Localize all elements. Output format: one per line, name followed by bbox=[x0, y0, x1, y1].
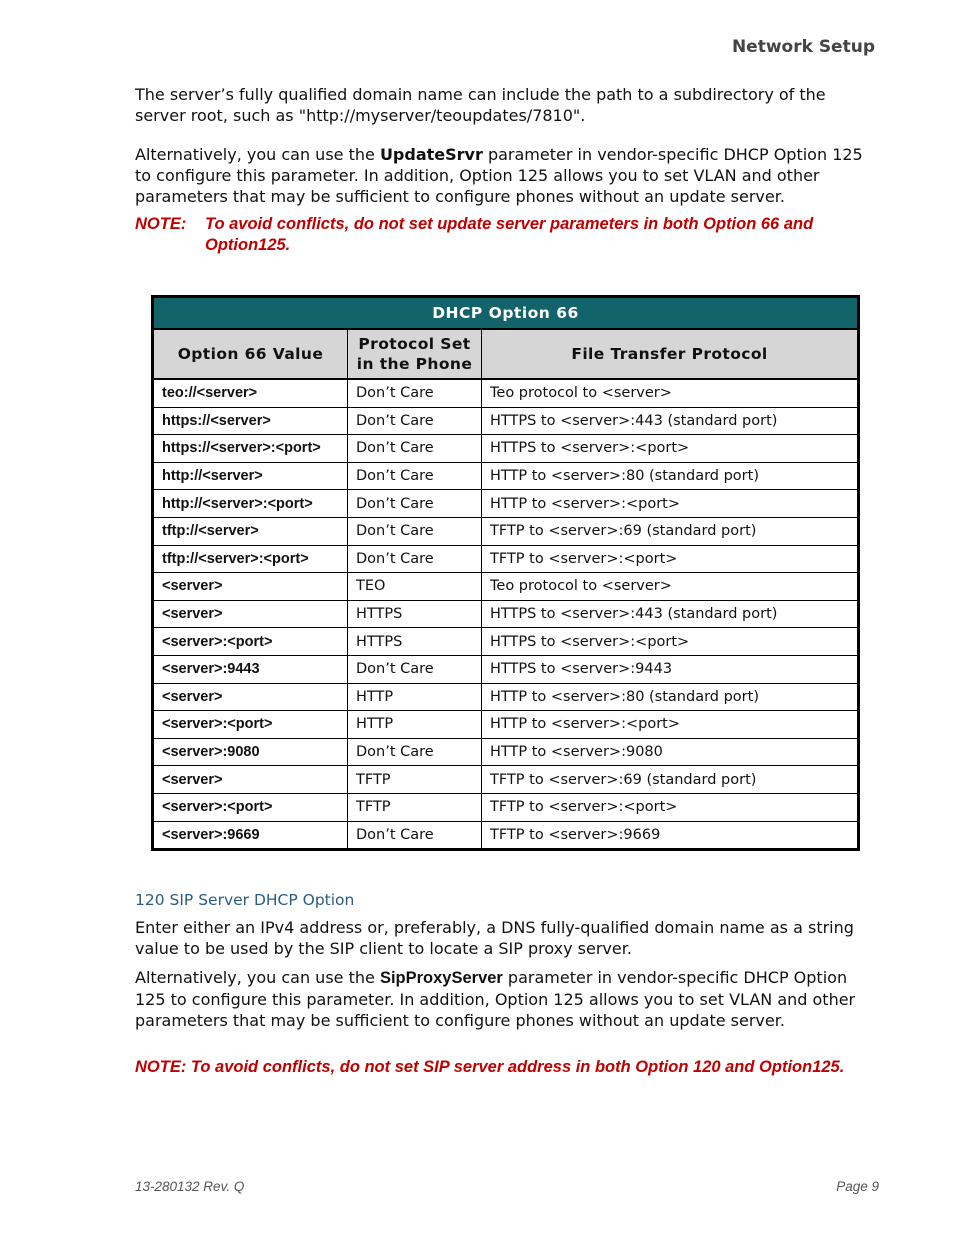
table-row bbox=[153, 600, 859, 628]
intro-paragraph-1: The server’s fully qualified domain name can include the path to a subdirectory of the server root, such as "http://myserver/teoupdates/7810". bbox=[135, 85, 826, 125]
protocol-set-cell: Don’t Care bbox=[348, 655, 482, 683]
table-row bbox=[153, 462, 859, 490]
protocol-set-cell: HTTPS bbox=[348, 600, 482, 628]
option-value-cell: teo://<server> bbox=[153, 379, 348, 407]
protocol-set-cell: Don’t Care bbox=[348, 738, 482, 766]
text: parameter in vendor-specific DHCP Option 125 to configure this parameter. In addition, Option 125 allows you to set VLAN and other parameters that may be sufficient to configure phones without an update server. bbox=[135, 145, 863, 206]
protocol-set-cell: HTTP bbox=[348, 711, 482, 739]
column-header: File Transfer Protocol bbox=[482, 329, 859, 379]
option-value-cell: tftp://<server> bbox=[153, 517, 348, 545]
column-header: Option 66 Value bbox=[153, 329, 348, 379]
table-row bbox=[153, 628, 859, 656]
note-label: NOTE: bbox=[135, 215, 187, 233]
param-name: UpdateSrvr bbox=[379, 145, 483, 164]
option-value-cell: <server>:<port> bbox=[153, 711, 348, 739]
table-row bbox=[153, 490, 859, 518]
option-value-cell: <server>:9080 bbox=[153, 738, 348, 766]
table-row bbox=[153, 711, 859, 739]
file-transfer-cell: TFTP to <server>:69 (standard port) bbox=[482, 766, 859, 794]
protocol-set-cell: Don’t Care bbox=[348, 490, 482, 518]
option-value-cell: https://<server> bbox=[153, 407, 348, 435]
protocol-set-cell: HTTPS bbox=[348, 628, 482, 656]
table-row bbox=[153, 435, 859, 463]
file-transfer-cell: TFTP to <server>:<port> bbox=[482, 793, 859, 821]
text: Alternatively, you can use the bbox=[135, 145, 380, 164]
table-row bbox=[153, 573, 859, 601]
param-name: SipProxyServer bbox=[379, 969, 503, 987]
sip-paragraph-2 bbox=[135, 967, 875, 1031]
dhcp-option-66-table bbox=[151, 295, 860, 851]
file-transfer-cell: HTTP to <server>:<port> bbox=[482, 711, 859, 739]
sip-paragraph-1 bbox=[135, 917, 875, 959]
table-row bbox=[153, 407, 859, 435]
text: Alternatively, you can use the bbox=[135, 968, 380, 987]
table-row bbox=[153, 821, 859, 850]
option-value-cell: tftp://<server>:<port> bbox=[153, 545, 348, 573]
file-transfer-cell: HTTPS to <server>:<port> bbox=[482, 628, 859, 656]
file-transfer-cell: HTTP to <server>:<port> bbox=[482, 490, 859, 518]
column-header: Protocol Set in the Phone bbox=[348, 329, 482, 379]
file-transfer-cell: HTTP to <server>:80 (standard port) bbox=[482, 462, 859, 490]
text: Enter either an IPv4 address or, bbox=[135, 918, 394, 937]
emphasis: preferably bbox=[393, 918, 477, 937]
section-heading: 120 SIP Server DHCP Option bbox=[135, 891, 355, 909]
table-row bbox=[153, 545, 859, 573]
option-value-cell: <server> bbox=[153, 766, 348, 794]
option-value-cell: <server> bbox=[153, 683, 348, 711]
protocol-set-cell: TFTP bbox=[348, 766, 482, 794]
table-row bbox=[153, 766, 859, 794]
section-title: Network Setup bbox=[731, 37, 875, 57]
protocol-set-cell: TEO bbox=[348, 573, 482, 601]
protocol-set-cell: HTTP bbox=[348, 683, 482, 711]
protocol-set-cell: Don’t Care bbox=[348, 407, 482, 435]
table-row bbox=[153, 683, 859, 711]
page-number: Page 9 bbox=[836, 1179, 879, 1194]
file-transfer-cell: HTTPS to <server>:443 (standard port) bbox=[482, 407, 859, 435]
file-transfer-cell: TFTP to <server>:<port> bbox=[482, 545, 859, 573]
protocol-set-cell: Don’t Care bbox=[348, 517, 482, 545]
document-number: 13-280132 Rev. Q bbox=[135, 1179, 245, 1194]
text: , a DNS fully-qualified domain name as a string value to be used by the SIP client to locate a SIP proxy server. bbox=[135, 918, 854, 958]
file-transfer-cell: HTTPS to <server>:443 (standard port) bbox=[482, 600, 859, 628]
protocol-set-cell: Don’t Care bbox=[348, 435, 482, 463]
option-value-cell: http://<server> bbox=[153, 462, 348, 490]
file-transfer-cell: HTTP to <server>:9080 bbox=[482, 738, 859, 766]
file-transfer-cell: Teo protocol to <server> bbox=[482, 379, 859, 407]
text: parameter in vendor-specific DHCP Option 125 to configure this parameter. In addition, Option 125 allows you to set VLAN and other parameters that may be sufficient to configure phones without an update server. bbox=[135, 968, 856, 1030]
table-row bbox=[153, 379, 859, 407]
note-text: To avoid conflicts, do not set update server parameters in both Option 66 and Option125. bbox=[205, 215, 814, 254]
option-value-cell: <server>:<port> bbox=[153, 793, 348, 821]
table-title: DHCP Option 66 bbox=[153, 297, 859, 330]
intro-paragraph-2 bbox=[135, 144, 875, 207]
table-row bbox=[153, 517, 859, 545]
file-transfer-cell: TFTP to <server>:69 (standard port) bbox=[482, 517, 859, 545]
option-value-cell: <server> bbox=[153, 600, 348, 628]
option-value-cell: https://<server>:<port> bbox=[153, 435, 348, 463]
table-row bbox=[153, 655, 859, 683]
protocol-set-cell: TFTP bbox=[348, 793, 482, 821]
file-transfer-cell: Teo protocol to <server> bbox=[482, 573, 859, 601]
option-value-cell: <server> bbox=[153, 573, 348, 601]
protocol-set-cell: Don’t Care bbox=[348, 821, 482, 850]
option-value-cell: <server>:<port> bbox=[153, 628, 348, 656]
file-transfer-cell: TFTP to <server>:9669 bbox=[482, 821, 859, 850]
protocol-set-cell: Don’t Care bbox=[348, 379, 482, 407]
file-transfer-cell: HTTPS to <server>:9443 bbox=[482, 655, 859, 683]
protocol-set-cell: Don’t Care bbox=[348, 545, 482, 573]
file-transfer-cell: HTTPS to <server>:<port> bbox=[482, 435, 859, 463]
table-row bbox=[153, 738, 859, 766]
protocol-set-cell: Don’t Care bbox=[348, 462, 482, 490]
option-value-cell: <server>:9443 bbox=[153, 655, 348, 683]
table-row bbox=[153, 793, 859, 821]
option-value-cell: <server>:9669 bbox=[153, 821, 348, 850]
option-value-cell: http://<server>:<port> bbox=[153, 490, 348, 518]
file-transfer-cell: HTTP to <server>:80 (standard port) bbox=[482, 683, 859, 711]
note-option120: NOTE: To avoid conflicts, do not set SIP server address in both Option 120 and Option125. bbox=[135, 1058, 845, 1076]
